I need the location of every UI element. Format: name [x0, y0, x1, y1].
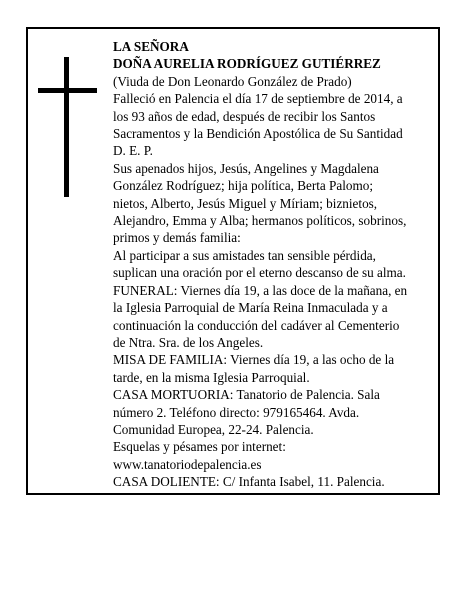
- family-mass-line: tarde, en la misma Iglesia Parroquial.: [113, 369, 310, 385]
- funeral-home-line: número 2. Teléfono directo: 979165464. Avda.: [113, 404, 360, 420]
- funeral-home-line: Comunidad Europea, 22-24. Palencia.: [113, 421, 314, 437]
- funeral-line: continuación la conducción del cadáver al Cementerio: [113, 317, 400, 333]
- internet-line: Esquelas y pésames por internet:: [113, 439, 286, 455]
- widow-note: (Viuda de Don Leonardo González de Prado): [113, 73, 352, 89]
- funeral-home-line: CASA MORTUORIA: Tanatorio de Palencia. Sala: [113, 387, 380, 403]
- deceased-name: DOÑA AURELIA RODRÍGUEZ GUTIÉRREZ: [113, 56, 381, 72]
- death-notice-line: los 93 años de edad, después de recibir los Santos: [113, 108, 376, 124]
- heading-title: LA SEÑORA: [113, 39, 189, 54]
- family-mass-line: MISA DE FAMILIA: Viernes día 19, a las ocho de la: [113, 352, 395, 368]
- death-notice-line: Falleció en Palencia el día 17 de septiembre de 2014, a: [113, 91, 403, 107]
- family-line: nietos, Alberto, Jesús Miguel y Míriam; biznietos,: [113, 195, 378, 211]
- request-line: Al participar a sus amistades tan sensible pérdida,: [113, 247, 376, 263]
- obituary-text: [113, 38, 435, 491]
- request-line: suplican una oración por el eterno descanso de su alma.: [113, 265, 406, 281]
- death-notice-line: Sacramentos y la Bendición Apostólica de Su Santidad: [113, 126, 403, 142]
- family-line: González Rodríguez; hija política, Berta Palomo;: [113, 178, 374, 194]
- rip-line: D. E. P.: [113, 143, 153, 159]
- family-line: Sus apenados hijos, Jesús, Angelines y Magdalena: [113, 160, 379, 176]
- funeral-line: FUNERAL: Viernes día 19, a las doce de la mañana, en: [113, 282, 408, 298]
- funeral-line: de Ntra. Sra. de los Angeles.: [113, 334, 264, 350]
- cross-icon: [64, 57, 69, 197]
- cross-icon-bar: [38, 88, 97, 93]
- funeral-line: la Iglesia Parroquial de María Reina Inmaculada y a: [113, 300, 388, 316]
- family-line: Alejandro, Emma y Alba; hermanos políticos, sobrinos,: [113, 213, 407, 229]
- website-link[interactable]: www.tanatoriodepalencia.es: [113, 456, 262, 472]
- family-line: primos y demás familia:: [113, 230, 241, 246]
- family-home-line: CASA DOLIENTE: C/ Infanta Isabel, 11. Palencia.: [113, 474, 385, 490]
